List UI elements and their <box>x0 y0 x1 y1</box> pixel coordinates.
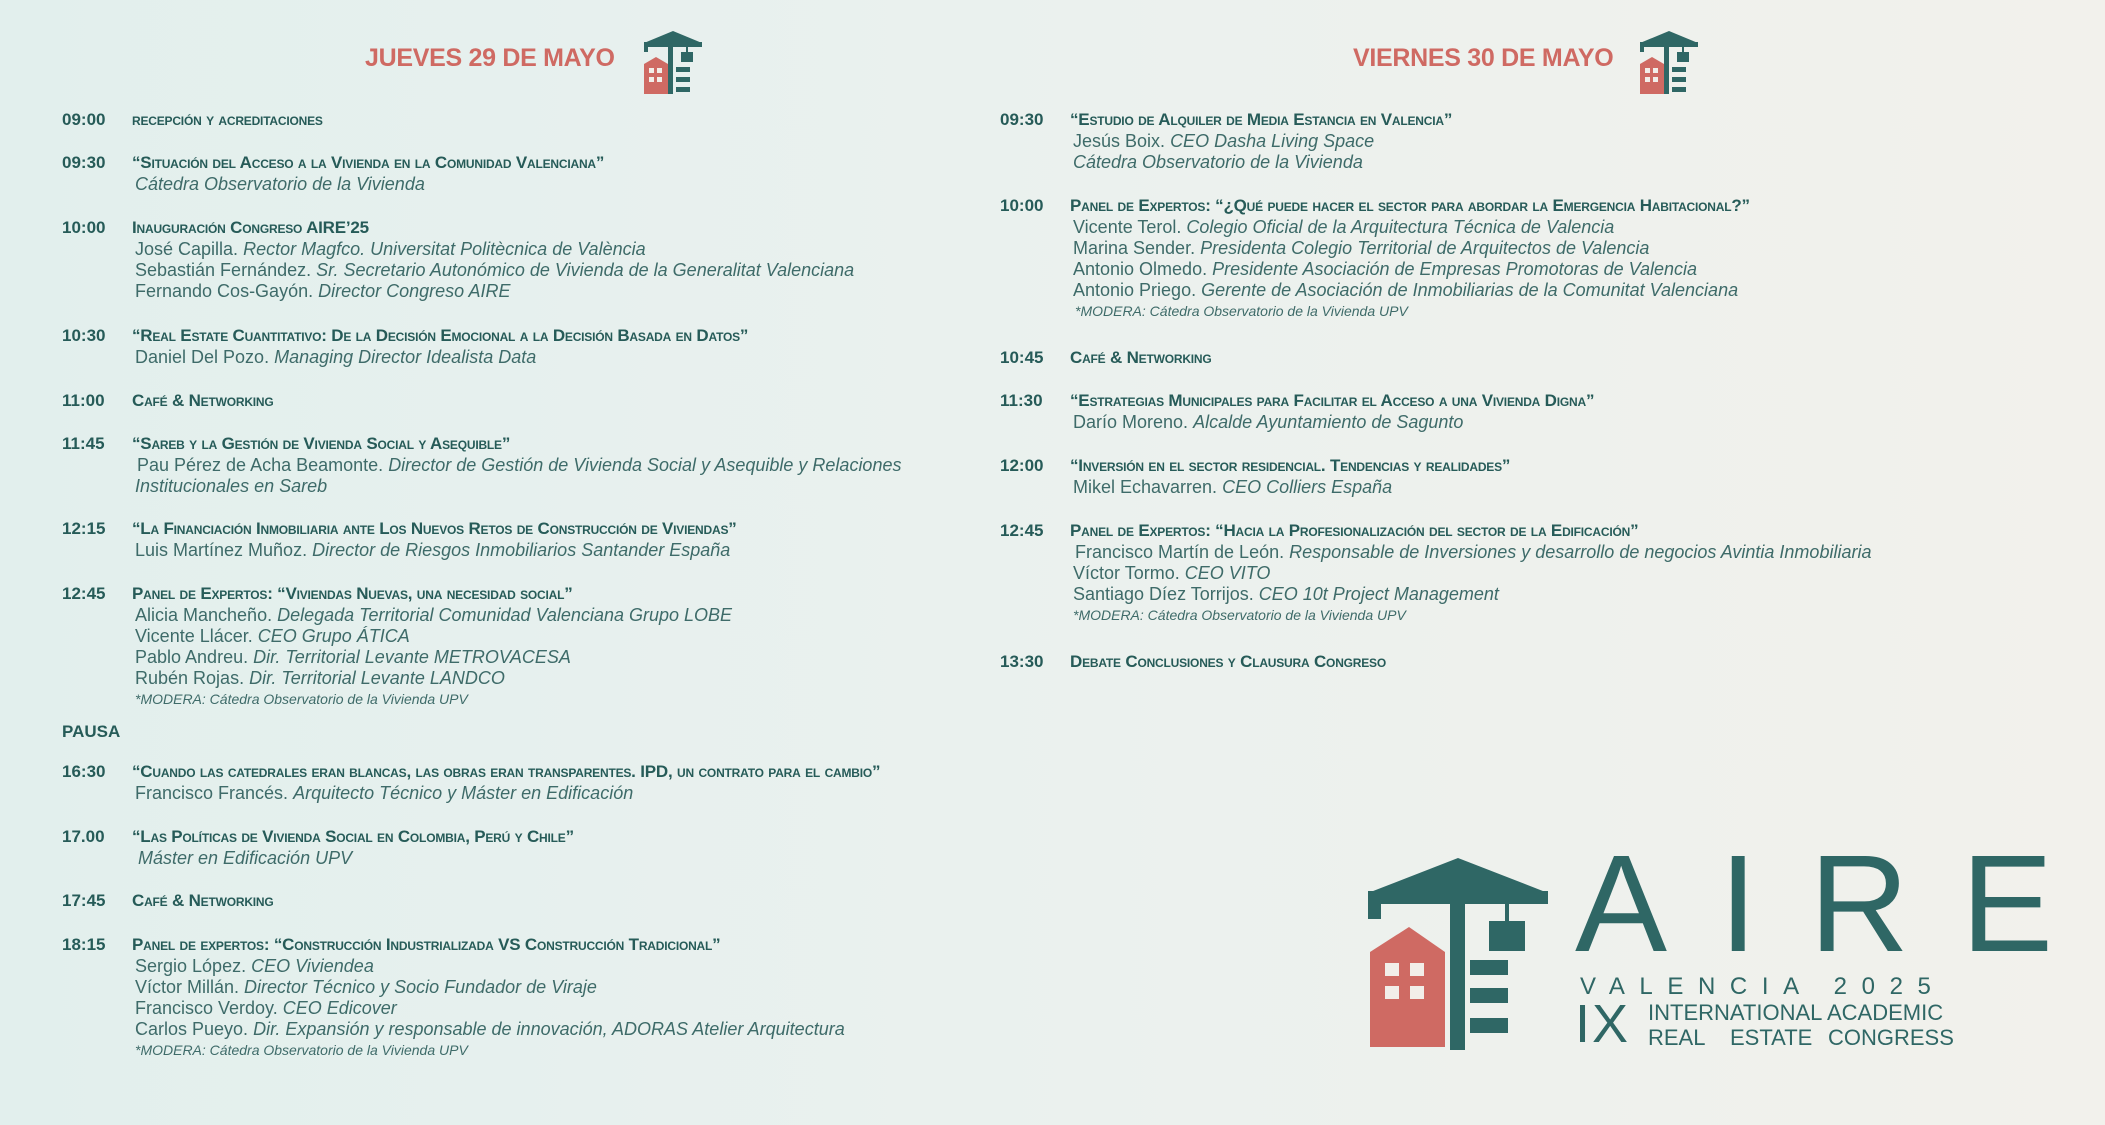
aire-logo-icon <box>1365 855 1555 1050</box>
event-title: “Sareb y la Gestión de Vivienda Social y Asequible” <box>132 434 511 453</box>
event-title: “Situación del Acceso a la Vivienda en la Comunidad Valenciana” <box>132 153 605 172</box>
speaker-line: Daniel Del Pozo. Managing Director Idealista Data <box>135 347 537 367</box>
speaker-line: Sebastián Fernández. Sr. Secretario Autonómico de Vivienda de la Generalitat Valenciana <box>135 260 855 280</box>
brand-name: AIRE <box>1575 827 2105 981</box>
speaker-line: Fernando Cos-Gayón. Director Congreso AIRE <box>135 281 511 301</box>
event-title: “Estudio de Alquiler de Media Estancia en Valencia” <box>1070 110 1453 129</box>
event-title: “Cuando las catedrales eran blancas, las obras eran transparentes. IPD, un contrato para el cambio” <box>132 762 881 781</box>
speaker-line: Cátedra Observatorio de la Vivienda <box>1073 152 1363 172</box>
brand-word: ACADEMIC <box>1827 1000 1944 1025</box>
speaker-line: Vicente Terol. Colegio Oficial de la Arquitectura Técnica de Valencia <box>1073 217 1615 237</box>
event-time: 12:00 <box>1000 456 1044 475</box>
event-time: 17:45 <box>62 891 106 910</box>
pausa-label: PAUSA <box>62 722 121 741</box>
event-title: “Las Políticas de Vivienda Social en Colombia, Perú y Chile” <box>132 827 574 846</box>
event-title: Panel de Expertos: “Hacia la Profesionalización del sector de la Edificación” <box>1070 521 1639 540</box>
speaker-line: José Capilla. Rector Magfco. Universitat Politècnica de València <box>135 239 646 259</box>
speaker-line: Jesús Boix. CEO Dasha Living Space <box>1073 131 1375 151</box>
event-title: Café & Networking <box>1070 348 1212 367</box>
event-title: Debate Conclusiones y Clausura Congreso <box>1070 652 1386 671</box>
event-time: 11:00 <box>62 391 105 410</box>
brand-word: ESTATE <box>1730 1025 1813 1050</box>
event-title: Inauguración Congreso AIRE’25 <box>132 218 369 237</box>
event-time: 09:00 <box>62 110 106 129</box>
event-title: Panel de expertos: “Construcción Industrializada VS Construcción Tradicional” <box>132 935 721 954</box>
event-title: “Estrategias Municipales para Facilitar el Acceso a una Vivienda Digna” <box>1070 391 1595 410</box>
speaker-line: Institucionales en Sareb <box>135 476 328 496</box>
moderator-note: *MODERA: Cátedra Observatorio de la Vivienda UPV <box>135 691 468 707</box>
moderator-note: *MODERA: Cátedra Observatorio de la Vivienda UPV <box>1073 607 1406 623</box>
speaker-line: Darío Moreno. Alcalde Ayuntamiento de Sagunto <box>1073 412 1464 432</box>
speaker-line: Víctor Millán. Director Técnico y Socio Fundador de Viraje <box>135 977 597 997</box>
event-time: 09:30 <box>1000 110 1044 129</box>
event-title: recepción y acreditaciones <box>132 110 323 129</box>
speaker-line: Santiago Díez Torrijos. CEO 10t Project Management <box>1073 584 1499 604</box>
moderator-note: *MODERA: Cátedra Observatorio de la Vivienda UPV <box>1075 303 1408 319</box>
moderator-note: *MODERA: Cátedra Observatorio de la Vivienda UPV <box>135 1042 468 1058</box>
brand-word: INTERNATIONAL <box>1648 1000 1823 1025</box>
speaker-line: Rubén Rojas. Dir. Territorial Levante LANDCO <box>135 668 505 688</box>
event-time: 13:30 <box>1000 652 1044 671</box>
event-title: Café & Networking <box>132 891 274 910</box>
speaker-line: Pau Pérez de Acha Beamonte. Director de Gestión de Vivienda Social y Asequible y Relaciones <box>137 455 902 475</box>
aire-brand <box>1365 827 2105 1055</box>
event-time: 18:15 <box>62 935 106 954</box>
event-time: 10:00 <box>1000 196 1044 215</box>
event-time: 11:30 <box>1000 391 1043 410</box>
event-time: 12:45 <box>62 584 106 603</box>
event-time: 16:30 <box>62 762 106 781</box>
brand-word: REAL <box>1648 1025 1706 1050</box>
speaker-line: Carlos Pueyo. Dir. Expansión y responsable de innovación, ADORAS Atelier Arquitectura <box>135 1019 845 1039</box>
event-title: Panel de Expertos: “¿Qué puede hacer el sector para abordar la Emergencia Habitacional?” <box>1070 196 1750 215</box>
speaker-line: Sergio López. CEO Viviendea <box>135 956 374 976</box>
event-title: “Real Estate Cuantitativo: De la Decisión Emocional a la Decisión Basada en Datos” <box>132 326 749 345</box>
event-time: 10:45 <box>1000 348 1044 367</box>
building-crane-icon <box>642 30 704 95</box>
building-crane-icon <box>1638 30 1700 95</box>
speaker-line: Marina Sender. Presidenta Colegio Territorial de Arquitectos de Valencia <box>1073 238 1650 258</box>
speaker-line: Francisco Martín de León. Responsable de Inversiones y desarrollo de negocios Avintia Inmobiliaria <box>1075 542 1872 562</box>
event-title: Panel de Expertos: “Viviendas Nuevas, una necesidad social” <box>132 584 573 603</box>
event-title: “La Financiación Inmobiliaria ante Los Nuevos Retos de Construcción de Viviendas” <box>132 519 737 538</box>
speaker-line: Mikel Echavarren. CEO Colliers España <box>1073 477 1393 497</box>
event-time: 10:00 <box>62 218 106 237</box>
event-time: 12:45 <box>1000 521 1044 540</box>
speaker-line: Antonio Olmedo. Presidente Asociación de Empresas Promotoras de Valencia <box>1073 259 1698 279</box>
brand-word: CONGRESS <box>1828 1025 1954 1050</box>
speaker-line: Alicia Mancheño. Delegada Territorial Comunidad Valenciana Grupo LOBE <box>135 605 733 625</box>
speaker-line: Cátedra Observatorio de la Vivienda <box>135 174 425 194</box>
event-time: 12:15 <box>62 519 106 538</box>
speaker-line: Antonio Priego. Gerente de Asociación de Inmobiliarias de la Comunitat Valenciana <box>1073 280 1739 300</box>
brand-edition: IX <box>1575 994 1631 1054</box>
speaker-line: Luis Martínez Muñoz. Director de Riesgos Inmobiliarios Santander España <box>135 540 731 560</box>
speaker-line: Víctor Tormo. CEO VITO <box>1073 563 1271 583</box>
day2-heading: VIERNES 30 DE MAYO <box>1353 44 1614 72</box>
speaker-line: Francisco Francés. Arquitecto Técnico y Máster en Edificación <box>135 783 634 803</box>
event-title: “Inversión en el sector residencial. Tendencias y realidades” <box>1070 456 1511 475</box>
speaker-line: Francisco Verdoy. CEO Edicover <box>135 998 397 1018</box>
brand-city-year: VALENCIA 2025 <box>1580 973 1946 1000</box>
speaker-line: Vicente Llácer. CEO Grupo ÁTICA <box>135 626 410 646</box>
event-title: Café & Networking <box>132 391 274 410</box>
day1-heading: JUEVES 29 DE MAYO <box>365 44 615 72</box>
event-time: 11:45 <box>62 434 105 453</box>
event-time: 17.00 <box>62 827 105 846</box>
event-time: 09:30 <box>62 153 106 172</box>
speaker-line: Máster en Edificación UPV <box>138 848 353 868</box>
speaker-line: Pablo Andreu. Dir. Territorial Levante METROVACESA <box>135 647 571 667</box>
event-time: 10:30 <box>62 326 106 345</box>
